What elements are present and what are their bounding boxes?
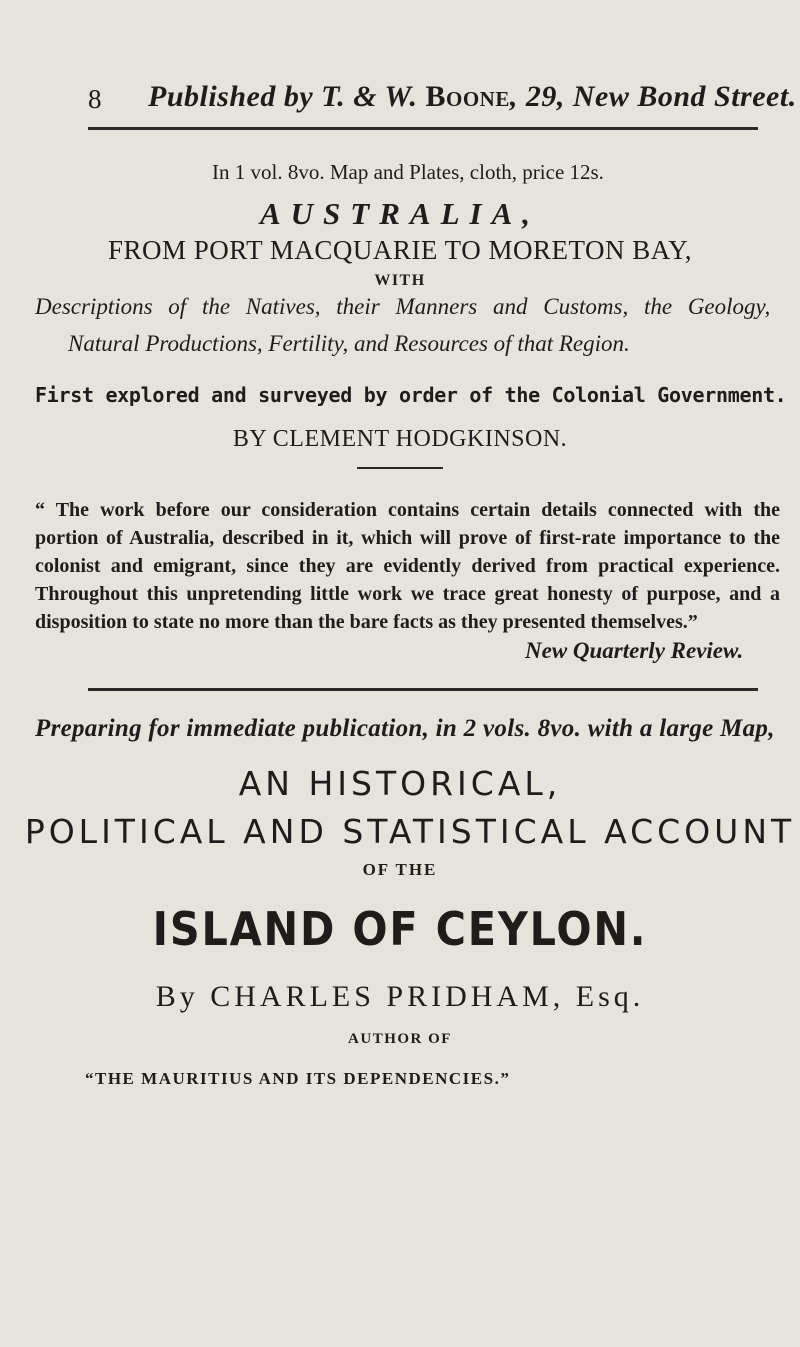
listing1-explored: First explored and surveyed by order of the Colonial Government. (35, 383, 787, 407)
listing2-title-line1: AN HISTORICAL, (238, 764, 562, 803)
listing1-description-line1: Descriptions of the Natives, their Manners and Customs, the Geology, (35, 294, 771, 319)
listing1-author: BY CLEMENT HODGKINSON. (232, 426, 568, 452)
header-rule (88, 127, 758, 130)
review-source: New Quarterly Review. (525, 638, 744, 663)
short-divider (357, 467, 443, 469)
page-number: 8 (88, 84, 102, 114)
running-head-prefix: Published by T. & W. (148, 80, 426, 113)
listing2-author: By CHARLES PRIDHAM, Esq. (155, 980, 645, 1013)
listing2-title-line3: ISLAND OF CEYLON. (152, 902, 648, 956)
listing2-preparing: Preparing for immediate publication, in 2 vols. 8vo. with a large Map, (35, 715, 775, 742)
listing1-title: AUSTRALIA, (259, 196, 541, 231)
listing1-subtitle: FROM PORT MACQUARIE TO MORETON BAY, (107, 235, 692, 265)
listing2-author-of: AUTHOR OF (348, 1031, 452, 1047)
listing2-title-line2: POLITICAL AND STATISTICAL ACCOUNT (24, 812, 796, 851)
listing2-book-reference: “THE MAURITIUS AND ITS DEPENDENCIES.” (85, 1069, 511, 1088)
listing1-format: In 1 vol. 8vo. Map and Plates, cloth, price 12s. (212, 160, 604, 184)
listing1-with: WITH (374, 272, 426, 289)
listing2-of-the: OF THE (362, 860, 438, 879)
running-head (148, 80, 797, 114)
listing1-description-line2: Natural Productions, Fertility, and Resources of that Region. (68, 331, 630, 356)
section-rule (88, 688, 758, 691)
review-quote: “ The work before our consideration contains certain details connected with the portion of Australia, described in it, which will prove of first-rate importance to the colonist and emigrant, since they are evidently derived from practical experience. Throughout this unpretending little work we trace great honesty of purpose, and a disposition to state no more than the bare facts as they presented themselves.” (35, 499, 780, 633)
running-head-suffix: , 29, New Bond Street. (509, 80, 797, 113)
running-head-name: Boone (425, 80, 510, 113)
